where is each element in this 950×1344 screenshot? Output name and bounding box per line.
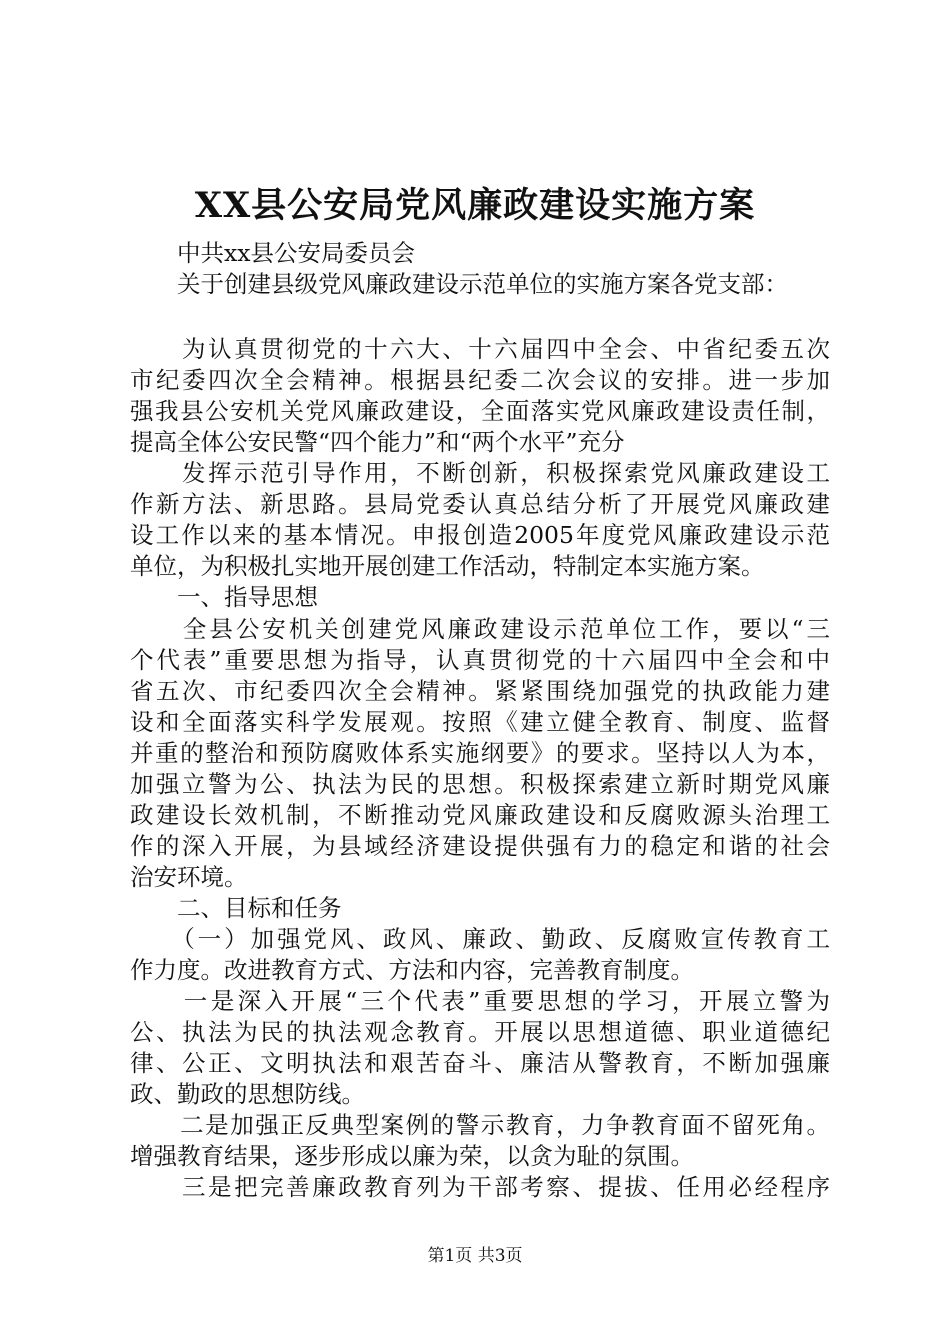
body-line: 作新方法、新思路。县局党委认真总结分析了开展党风廉政建: [130, 490, 830, 519]
body-line: 发挥示范引导作用，不断创新，积极探索党风廉政建设工: [130, 459, 830, 488]
body-line: 律、公正、文明执法和艰苦奋斗、廉洁从警教育，不断加强廉: [130, 1049, 830, 1078]
page-number: 第1页 共3页: [427, 1246, 523, 1266]
body-line: 作力度。改进教育方式、方法和内容，完善教育制度。: [130, 956, 694, 985]
body-line: 强我县公安机关党风廉政建设，全面落实党风廉政建设责任制，: [130, 397, 830, 426]
document-title: XX县公安局党风廉政建设实施方案: [194, 185, 756, 226]
blank-line: [130, 300, 830, 334]
body-line: 作的深入开展，为县域经济建设提供强有力的稳定和谐的社会: [130, 831, 830, 860]
body-line: 一是深入开展“三个代表”重要思想的学习，开展立警为: [130, 987, 830, 1016]
body-line: 二是加强正反典型案例的警示教育，力争教育面不留死角。: [130, 1111, 830, 1140]
body-line: 政建设长效机制，不断推动党风廉政建设和反腐败源头治理工: [130, 800, 830, 829]
body-line: 省五次、市纪委四次全会精神。紧紧围绕加强党的执政能力建: [130, 676, 830, 705]
body-line: 增强教育结果，逐步形成以廉为荣，以贪为耻的氛围。: [130, 1142, 694, 1171]
body-line: 提高全体公安民警“四个能力”和“两个水平”充分: [130, 428, 625, 457]
document-body: [130, 238, 830, 1203]
body-line: 为认真贯彻党的十六大、十六届四中全会、中省纪委五次: [130, 335, 830, 364]
body-line: 并重的整治和预防腐败体系实施纲要》的要求。坚持以人为本，: [130, 738, 830, 767]
body-line: 政、勤政的思想防线。: [130, 1080, 365, 1109]
body-line: 关于创建县级党风廉政建设示范单位的实施方案各党支部：: [130, 270, 788, 299]
body-line: 中共xx县公安局委员会: [130, 239, 416, 267]
body-line: 公、执法为民的执法观念教育。开展以思想道德、职业道德纪: [130, 1018, 830, 1047]
body-line: 单位，为积极扎实地开展创建工作活动，特制定本实施方案。: [130, 552, 765, 581]
body-line: 治安环境。: [130, 862, 248, 891]
body-line: 加强立警为公、执法为民的思想。积极探索建立新时期党风廉: [130, 769, 830, 798]
body-line: 设工作以来的基本情况。申报创造2005年度党风廉政建设示范: [130, 521, 830, 550]
body-line: 个代表”重要思想为指导，认真贯彻党的十六届四中全会和中: [130, 645, 830, 674]
body-line: 三是把完善廉政教育列为干部考察、提拔、任用必经程序: [130, 1173, 830, 1202]
body-line: 市纪委四次全会精神。根据县纪委二次会议的安排。进一步加: [130, 366, 830, 395]
section-heading: 二、目标和任务: [130, 893, 342, 922]
body-line: 全县公安机关创建党风廉政建设示范单位工作，要以“三: [130, 614, 830, 643]
body-line: （一）加强党风、政风、廉政、勤政、反腐败宣传教育工: [130, 924, 830, 953]
section-heading: 一、指导思想: [130, 583, 318, 612]
body-line: 设和全面落实科学发展观。按照《建立健全教育、制度、监督: [130, 707, 830, 736]
